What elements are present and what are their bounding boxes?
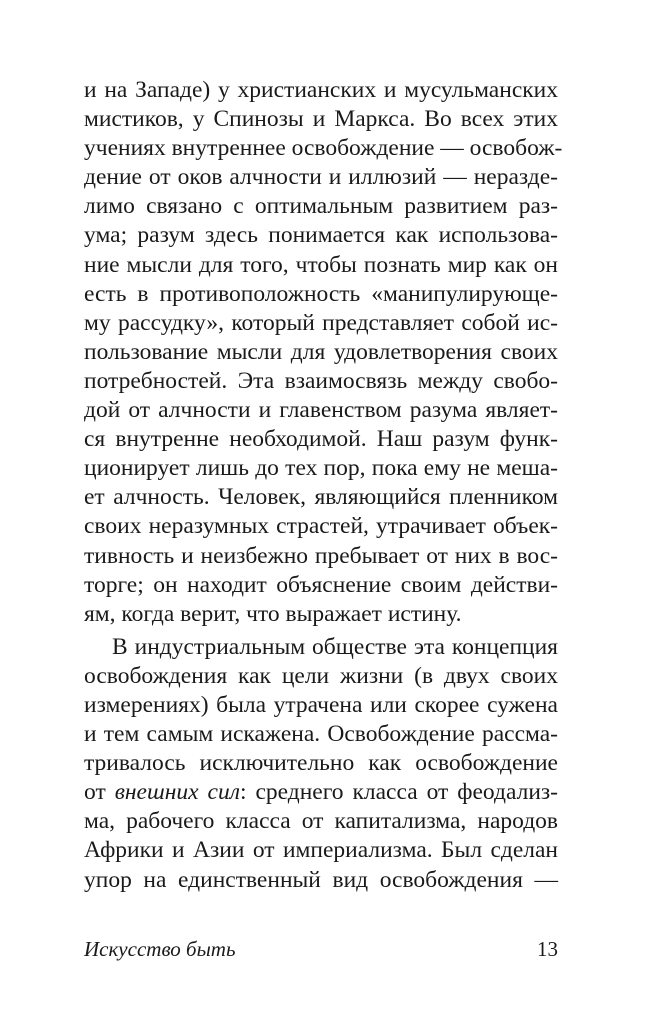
text-line: му рассудку», который представляет собой ис- (84, 309, 558, 336)
text-line: потребностей. Эта взаимосвязь между свобо- (84, 367, 558, 394)
paragraph-2 (84, 633, 558, 895)
text-fragment: : среднего класса от феодализ- (239, 779, 559, 806)
emphasis-text: внешних сил (114, 779, 240, 806)
text-line: тривалось исключительно как освобождение (84, 750, 558, 777)
text-line: дой от алчности и главенством разума являет- (84, 397, 558, 424)
page-body (84, 76, 563, 895)
text-line: ся внутренне необходимой. Наш разум функ- (84, 426, 558, 453)
text-line: Африки и Азии от империализма. Был сделан (84, 837, 558, 864)
text-line: ционирует лишь до тех пор, пока ему не меша- (84, 455, 558, 482)
page-number: 13 (537, 937, 558, 961)
text-line: ма, рабочего класса от капитализма, народов (84, 808, 558, 835)
text-line-with-emphasis (84, 778, 558, 807)
text-line: ние мысли для того, чтобы познать мир как он (84, 251, 558, 278)
text-line: и тем самым искажена. Освобождение рассма- (84, 721, 558, 748)
text-line: дение от оков алчности и иллюзий — нераздe- (84, 164, 558, 191)
text-line: ям, когда верит, что выражает истину. (84, 600, 462, 627)
text-line: упор на единственный вид освобождения — (84, 866, 558, 893)
text-line: освобождения как цели жизни (в двух своих (84, 662, 558, 689)
text-fragment: от (84, 779, 106, 806)
text-line: ет алчность. Человек, являющийся пленником (84, 484, 558, 511)
text-line: есть в противоположность «манипулирующе- (84, 280, 558, 307)
text-line: торге; он находит объяснение своим действи- (84, 571, 558, 598)
text-line: лимо связано с оптимальным развитием раз- (84, 193, 558, 220)
text-line: мистиков, у Спинозы и Маркса. Во всех этих (84, 106, 558, 133)
paragraph-1 (84, 76, 563, 629)
text-line: измерениях) была утрачена или скорее сужена (84, 691, 558, 718)
running-footer-title: Искусство быть (84, 937, 236, 961)
text-line: учениях внутреннее освобождение — освобож- (84, 135, 563, 162)
text-line: пользование мысли для удовлетворения своих (84, 338, 558, 365)
text-line: и на Западе) у христианских и мусульманских (84, 77, 558, 103)
text-line: своих неразумных страстей, утрачивает объек- (84, 513, 558, 540)
text-line: В индустриальным обществе эта концепция (112, 633, 558, 660)
text-line: ума; разум здесь понимается как использова- (84, 222, 558, 249)
text-line: тивность и неизбежно пребывает от них в вос- (84, 542, 558, 569)
